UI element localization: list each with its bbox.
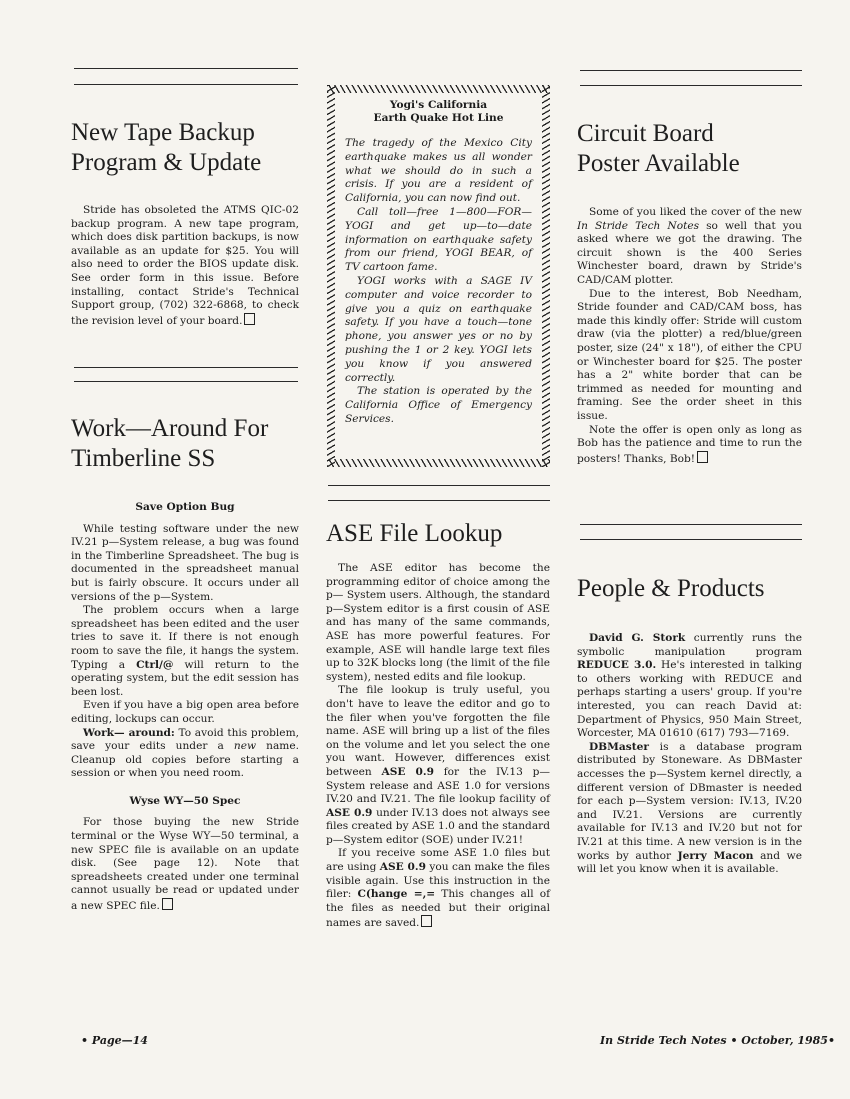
- paragraph: YOGI works with a SAGE IV computer and voice recorder to give you a quiz on earthquake safety. If you have a touch—tone phone, you answer yes or no by pushing the 1 or 2 key. YOGI lets you know if you answered correctly.: [345, 274, 532, 384]
- page-number: • Page—14: [81, 1034, 148, 1047]
- title-line: Circuit Board: [577, 120, 714, 147]
- article-title: [71, 414, 311, 474]
- article-title: ASE File Lookup: [326, 520, 503, 547]
- paragraph: If you receive some ASE 1.0 files but are using ASE 0.9 you can make the files visible again. Use this instruction in the filer: C(hange =,= This changes all of the files as needed but their original names are saved.: [326, 847, 550, 930]
- product-name: DBMaster: [589, 740, 649, 753]
- hotline-heading: Yogi's California Earth Quake Hot Line: [373, 99, 504, 124]
- column-rule: [580, 70, 802, 71]
- end-mark-icon: [162, 898, 173, 910]
- paragraph: Note the offer is open only as long as Bob has the patience and time to run the posters! Thanks, Bob!: [577, 423, 802, 465]
- title-line: New Tape Backup: [71, 119, 255, 146]
- paragraph: Even if you have a big open area before editing, lockups can occur.: [71, 699, 299, 725]
- column-rule: [328, 500, 550, 501]
- article-title: People & Products: [577, 575, 765, 602]
- filer-command: C(hange =,=: [357, 888, 436, 901]
- paragraph: For those buying the new Stride terminal or the Wyse WY—50 terminal, a new SPEC file is available on an update disk. (See page 12). Note that spreadsheets created under one terminal cannot usually be read or updated under a new SPEC file.: [71, 816, 299, 913]
- article-body: [577, 632, 802, 877]
- paragraph: The station is operated by the California Office of Emergency Services.: [345, 385, 532, 425]
- publication-footer: In Stride Tech Notes • October, 1985•: [600, 1034, 835, 1047]
- title-line: Poster Available: [577, 150, 740, 177]
- paragraph: The problem occurs when a large spreadsheet has been edited and the user tries to save it. If there is not enough room to save the file, it hangs the system. Typing a Ctrl/@ will return to the operating system, but the edit session has been lost.: [71, 604, 299, 698]
- paragraph: DBMaster is a database program distributed by Stoneware. As DBMaster accesses the p—System kernel directly, a different version of DBmaster is needed for each p—System version: IV.13, IV.20 and IV.21. Versions are currently available for IV.13 and IV.20 but not for IV.21 at this time. A new version is in the works by author Jerry Macon and we will let you know when it is available.: [577, 740, 802, 876]
- paragraph: While testing software under the new IV.21 p—System release, a bug was found in the Timberline Spreadsheet. The bug is documented in the spreadsheet manual but is fairly obscure. It occurs under all versions of the p—System.: [71, 522, 299, 603]
- paragraph: Stride has obsoleted the ATMS QIC-02 backup program. A new tape program, which does disk partition backups, is now available as an update for $25. You will also need to order the BIOS update disk. See order form in this issue. Before installing, contact Stride's Technical Support group, (702) 322-6868, to check the revision level of your board.: [71, 204, 299, 327]
- person-name: Jerry Macon: [677, 849, 754, 862]
- paragraph: The tragedy of the Mexico City earthquake makes us all wonder what we should do in such a crisis. If you are a resident of California, you can now find out.: [345, 137, 532, 205]
- person-name: David G. Stork: [589, 632, 686, 644]
- title-line: Program & Update: [71, 149, 262, 176]
- subheading: Save Option Bug: [135, 501, 235, 513]
- title-line: Work—Around For: [71, 415, 269, 442]
- article-body: [326, 562, 550, 931]
- column-rule: [74, 367, 298, 368]
- column-rule: [580, 539, 802, 540]
- paragraph: Call toll—free 1—800—FOR—YOGI and get up—to—date information on earthquake safety from our friend, YOGI BEAR, of TV cartoon fame.: [345, 205, 532, 274]
- column-rule: [328, 485, 550, 486]
- column-rule: [580, 524, 802, 525]
- column-rule: [580, 85, 802, 86]
- subheading: Wyse WY—50 Spec: [129, 794, 241, 807]
- paragraph: Due to the interest, Bob Needham, Stride founder and CAD/CAM boss, has made this kindly offer: Stride will custom draw (via the plotter) a red/blue/green poster, size (24" x 18"), of either the CPU or Winchester board for $25. The poster has a 2" white border that can be trimmed as needed for mounting and framing. See the order sheet in this issue.: [577, 287, 802, 422]
- hotline-body: [345, 137, 532, 427]
- paragraph: Work— around: To avoid this problem, save your edits under a new name. Cleanup old copies before starting a session or when you need room.: [71, 726, 299, 780]
- article-title: [577, 119, 817, 179]
- paragraph: The ASE editor has become the programming editor of choice among the p— System users. Although, the standard p—System editor is a first cousin of ASE and has many of the same commands, ASE has more powerful features. For example, ASE will handle large text files up to 32K blocks long (the limit of the file system), nested edits and file lookup.: [326, 562, 550, 683]
- end-mark-icon: [697, 451, 708, 463]
- article-body: [577, 206, 802, 466]
- article-body: [71, 204, 299, 328]
- column-rule: [74, 84, 298, 85]
- hotline-box: [327, 85, 550, 467]
- paragraph: The file lookup is truly useful, you don't have to leave the editor and go to the filer when you've forgotten the file name. ASE will bring up a list of the files on the volume and let you select the one you want. However, differences exist between ASE 0.9 for the IV.13 p—System release and ASE 1.0 for versions IV.20 and IV.21. The file lookup facility of ASE 0.9 under IV.13 does not always see files created by ASE 1.0 and the standard p—System editor (SOE) under IV.21!: [326, 684, 550, 846]
- title-line: Timberline SS: [71, 445, 216, 472]
- column-rule: [74, 381, 298, 382]
- key-combo: Ctrl/@: [136, 658, 174, 671]
- column-rule: [74, 68, 298, 69]
- end-mark-icon: [244, 313, 255, 325]
- end-mark-icon: [421, 915, 432, 927]
- article-body: [71, 501, 299, 914]
- paragraph: Some of you liked the cover of the new In Stride Tech Notes so well that you asked where we got the drawing. The circuit shown is the 400 Series Winchester board, drawn by Stride's CAD/CAM plotter.: [577, 206, 802, 286]
- paragraph: David G. Stork currently runs the symbolic manipulation program REDUCE 3.0. He's interested in talking to others working with REDUCE and perhaps starting a users' group. If you're interested, you can reach David at: Department of Physics, 950 Main Street, Worcester, MA 01610 (617) 793—7169.: [577, 632, 802, 740]
- article-title: [71, 118, 311, 178]
